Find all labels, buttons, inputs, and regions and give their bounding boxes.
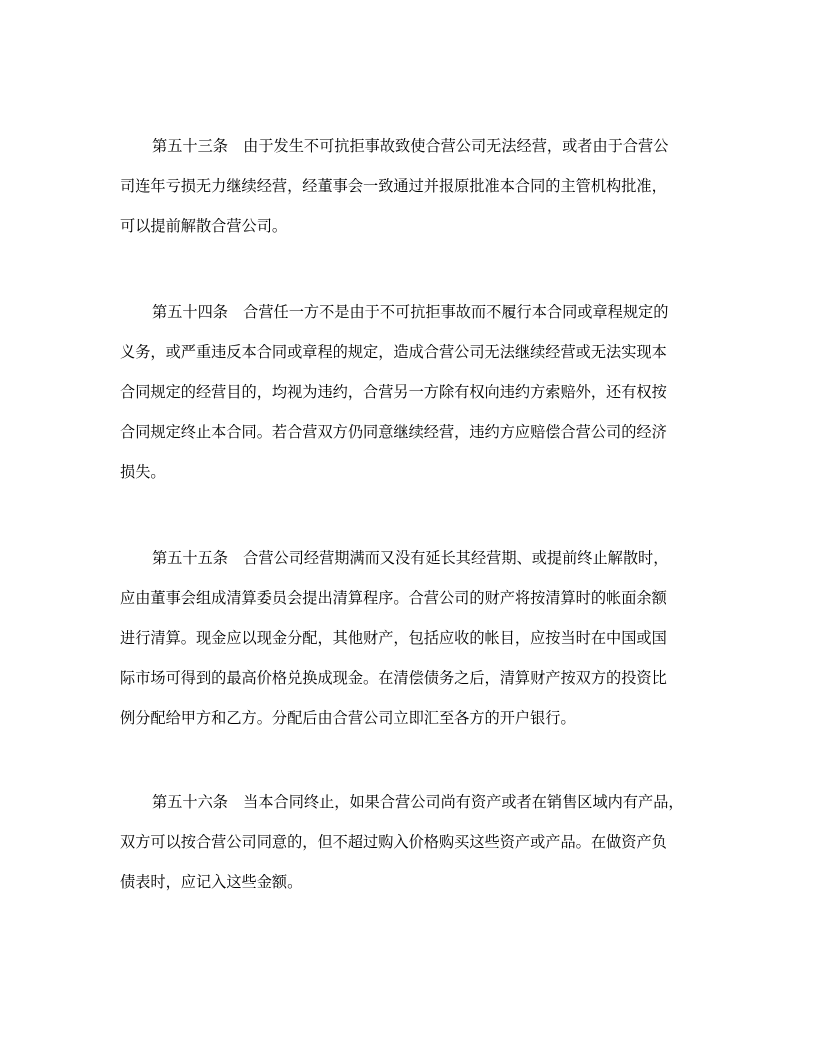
text-line: 义务，或严重违反本合同或章程的规定，造成合营公司无法继续经营或无法实现本 bbox=[120, 343, 667, 361]
text-line: 进行清算。现金应以现金分配，其他财产，包括应收的帐目，应按当时在中国或国 bbox=[120, 629, 667, 647]
text-line: 例分配给甲方和乙方。分配后由合营公司立即汇至各方的开户银行。 bbox=[120, 709, 576, 727]
text-line: 债表时，应记入这些金额。 bbox=[120, 873, 303, 891]
text-line: 合同规定终止本合同。若合营双方仍同意继续经营，违约方应赔偿合营公司的经济 bbox=[120, 423, 667, 441]
text-line: 第五十六条 当本合同终止，如果合营公司尚有资产或者在销售区域内有产品， bbox=[152, 793, 684, 811]
text-line: 应由董事会组成清算委员会提出清算程序。合营公司的财产将按清算时的帐面余额 bbox=[120, 589, 667, 607]
text-line: 损失。 bbox=[120, 463, 166, 481]
text-line: 合同规定的经营目的，均视为违约，合营另一方除有权向违约方索赔外，还有权按 bbox=[120, 383, 667, 401]
text-line: 第五十四条 合营任一方不是由于不可抗拒事故而不履行本合同或章程规定的 bbox=[152, 303, 669, 321]
text-line: 司连年亏损无力继续经营，经董事会一致通过并报原批准本合同的主管机构批准， bbox=[120, 177, 667, 195]
text-line: 际市场可得到的最高价格兑换成现金。在清偿债务之后，清算财产按双方的投资比 bbox=[120, 669, 667, 687]
text-line: 可以提前解散合营公司。 bbox=[120, 217, 288, 235]
text-line: 双方可以按合营公司同意的，但不超过购入价格购买这些资产或产品。在做资产负 bbox=[120, 833, 667, 851]
text-line: 第五十五条 合营公司经营期满而又没有延长其经营期、或提前终止解散时， bbox=[152, 549, 669, 567]
text-line: 第五十三条 由于发生不可抗拒事故致使合营公司无法经营，或者由于合营公 bbox=[152, 137, 669, 155]
